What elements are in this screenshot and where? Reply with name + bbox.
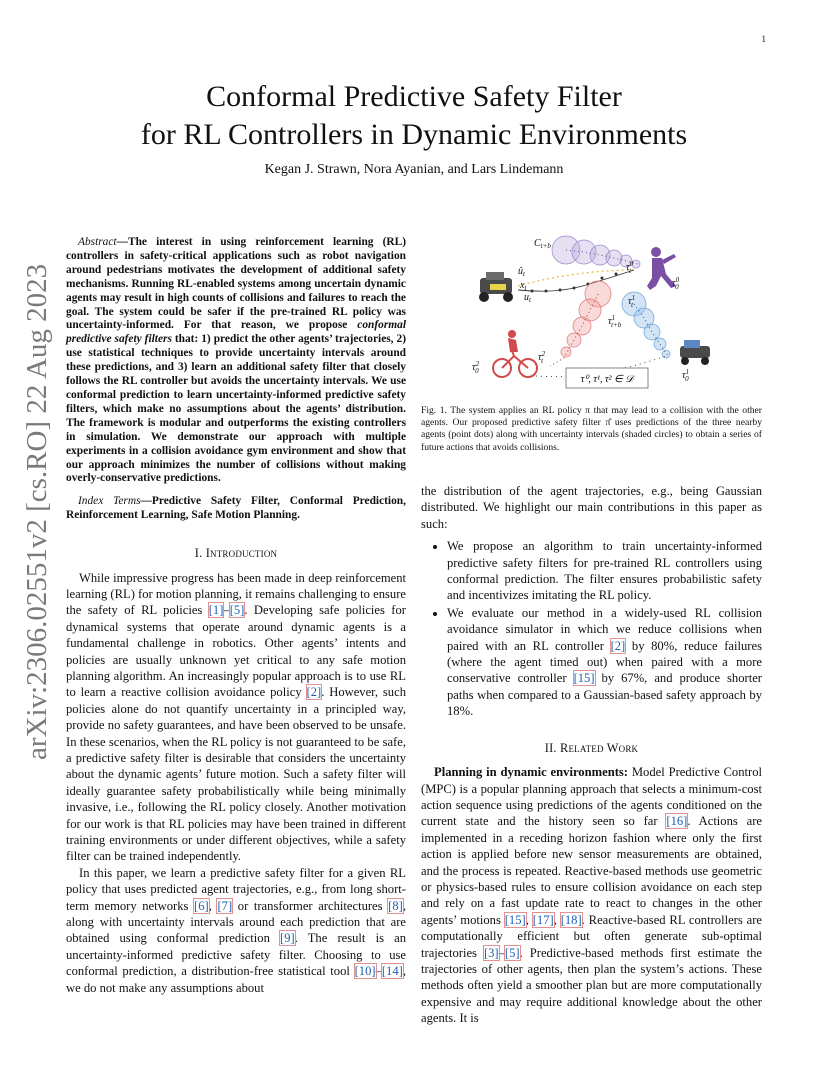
text-run: . Reactive-based RL controllers are computationally efficient but often generate sub-optimal trajectories [421, 912, 762, 960]
blue-vehicle-icon [680, 340, 710, 365]
label-tau1-0: $\tau^1$ 0 [682, 368, 690, 383]
right-column [421, 483, 762, 1027]
left-column [66, 236, 406, 996]
related-work-paragraph [421, 764, 762, 1027]
citation-link[interactable]: [3] [483, 945, 499, 960]
contributions-list [421, 538, 762, 719]
index-terms-dash: — [140, 495, 152, 508]
text-run: – [375, 964, 382, 979]
label-c: $C_{t+b}$ [534, 238, 551, 250]
label-tau1-tb: $\tau^1$ t+b [608, 314, 622, 329]
text-run: We evaluate our method in a widely-used RL collision avoidance simulator in which we reduce collisions when paired with an RL controller [447, 605, 762, 653]
citation-link[interactable]: [15] [573, 671, 595, 686]
page-number: 1 [761, 34, 766, 44]
text-run: . However, such policies alone do not quantify uncertainty in a principled way, provide no safety guarantees, and have been observed to be unsafe. In these scenarios, when the RL policy is not guaranteed to be safe, a predictive safety filter is desirable that considers the uncertainty about the dynamic agents’ future motion. Such a safety filter will ideally guarantee safety probabilistically while being minimally invasive, i.e., following the RL policy closely. Another motivation for our work is that RL policies may have been trained in different training environments or under different objectives, while a safety filter can be trained independently. [66, 685, 406, 864]
title-line-1: Conformal Predictive Safety Filter [206, 80, 622, 113]
label-tau1-t: $\tau^1$ t [628, 294, 636, 309]
red-uncertainty-circles [561, 281, 611, 357]
section-1-heading [66, 545, 406, 561]
figure-1-illustration [466, 230, 736, 400]
text-run: , [208, 898, 218, 913]
text-run: , [553, 912, 561, 927]
citation-link[interactable]: [2] [610, 638, 626, 653]
label-x: $x_t$ [520, 280, 527, 292]
abstract-text-a: The interest in using reinforcement learning (RL) controllers in safety-critical applications such as robot navigation around pedestrians motivates the development of additional safety mechanisms. Running RL-enabled systems among uncertain dynamic agents may result in high counts of collisions and failures to reach the goal. The system could be safer if the pre-trained RL policy was uncertainty-informed. For that reason, we propose [66, 236, 406, 332]
text-run: or transformer architectures [232, 898, 389, 913]
intro-paragraph-1 [66, 570, 406, 865]
section-1-title: Introduction [205, 546, 278, 561]
text-run: Model Predictive Control (MPC) is a popular planning approach that selects a minimum-cost action sequence using predictions of the agents conditioned on the current state and the history seen so far [421, 765, 762, 829]
red-cyclist-figure [493, 330, 537, 377]
abstract-lead: Abstract [78, 236, 117, 248]
contribution-item-1: • We propose an algorithm to train uncertainty-informed predictive safety filters for pre-trained RL controllers using conformal prediction. The filter ensures probabilistic safety and incentivizes imitating the RL policy. [447, 538, 762, 604]
abstract-emphasis: conformal predictive safety filters [66, 319, 406, 346]
robot-vehicle-icon [479, 272, 513, 302]
citation-link[interactable]: [5] [229, 603, 245, 618]
label-u: $u_t$ [524, 292, 531, 304]
text-run: In this paper, we learn a predictive safety filter for a given RL policy that uses predicted agent trajectories, e.g., from long short-term memory networks [66, 865, 406, 913]
text-run: . Actions are implemented in a receding horizon fashion where only the first action is applied before new sensor measurements are obtained, and the process is repeated. Reactive-based methods use geometric or physics-based rules to ensure collision avoidance on each step and rely on a fast update rate to react to changes in the other agents’ motions [421, 814, 762, 927]
citation-link[interactable]: [18] [560, 912, 582, 927]
section-2-numeral: II. [544, 740, 557, 755]
rl-action-path [518, 270, 636, 286]
abstract [66, 236, 406, 486]
index-terms-text: Predictive Safety Filter, Conformal Prediction, Reinforcement Learning, Safe Motion Planning. [66, 495, 406, 522]
label-uhat: $û_t$ [518, 266, 525, 278]
text-run: . Predictive-based methods first estimate the trajectories of other agents, then plan the system’s actions. These methods often yield a smoother plan but are more computationally expensive and may require additional knowledge about the other agents. It is [421, 945, 762, 1026]
citation-link[interactable]: [1] [208, 603, 224, 618]
section-2-title: Related Work [560, 740, 639, 755]
text-run: by 80%, reduce failures (where the agent timed out) when paired with a more conservative controller [447, 638, 762, 686]
label-tau2-0: $\tau^2$ 0 [472, 360, 480, 375]
index-terms [66, 495, 406, 523]
abstract-dash: — [116, 236, 128, 248]
citation-link[interactable]: [8] [388, 898, 403, 913]
intro-paragraph-2 [66, 865, 406, 996]
citation-link[interactable]: [17] [532, 912, 554, 927]
citation-link[interactable]: [7] [217, 898, 233, 913]
paper-title [0, 78, 828, 154]
text-run: While impressive progress has been made in deep reinforcement learning (RL) for motion planning, it remains challenging to ensure the safety of RL policies [66, 570, 406, 618]
text-run: by 67%, and produce shorter paths when compared to a Gaussian-based safety approach by 18%. [447, 671, 762, 719]
citation-link[interactable]: [14] [381, 964, 403, 979]
title-line-2: for RL Controllers in Dynamic Environments [140, 118, 688, 151]
citation-link[interactable]: [6] [194, 898, 209, 913]
text-run: . The result is an uncertainty-informed predictive safety filter. Choosing to use conformal prediction, a distribution-free statistical tool [66, 931, 406, 979]
citation-link[interactable]: [16] [666, 814, 688, 829]
runin-heading: Planning in dynamic environments: [434, 765, 628, 780]
right-intro-paragraph: the distribution of the agent trajectories, e.g., being Gaussian distributed. We highlight our main contributions in this paper as such: [421, 484, 762, 531]
citation-link[interactable]: [9] [280, 931, 295, 946]
abstract-text-b: that: 1) predict the other agents’ trajectories, 2) use statistical techniques to provide uncertainty intervals around these predictions, and 3) learn an additional safety filter that closely follows the RL controller but avoids the uncertainty intervals. We use conformal prediction to learn uncertainty-informed predictive safety filters, which make no assumptions about the agents’ distribution. The framework is modular and outperforms the existing controllers in simulation. We demonstrate our approach with multiple experiments in a collision avoidance gym environment and show that our approach minimizes the number of collisions without making overly-conservative predictions. [66, 333, 406, 485]
text-run: , along with uncertainty intervals around each prediction that are obtained using conformal prediction [66, 898, 406, 946]
contribution-item-2 [447, 605, 762, 720]
label-tau0-0: $\tau^0$ 0 [672, 276, 680, 291]
figure-1-caption: Fig. 1. The system applies an RL policy π that may lead to a collision with the other agents. Our proposed predictive safety filter π̂ uses predictions of the three nearby agents (point dots) along with uncertainty intervals (shaded circles) to obtain a series of future actions that avoids collisions. [421, 405, 762, 453]
citation-link[interactable]: [2] [306, 685, 322, 700]
dataset-label: τ⁰, τ¹, τ² ∈ 𝒟 [580, 374, 634, 385]
arxiv-stamp: arXiv:2306.02551v2 [cs.RO] 22 Aug 2023 [21, 263, 53, 760]
section-2-heading [421, 740, 762, 756]
citation-link[interactable]: [10] [354, 964, 376, 979]
label-tau2-t: $\tau^2$ t [538, 350, 546, 365]
text-run: , [525, 912, 533, 927]
text-run: – [223, 603, 230, 618]
label-tau0-t: $\tau^0$ t [626, 260, 634, 275]
text-run: . Developing safe policies for dynamical systems that operate around dynamic agents is a fundamental challenge in robotics. Other agents’ intents and policies are usually unknown yet critical to any safe motion planning algorithm. An increasingly popular approach is to use RL to learn a reactive collision avoidance policy [66, 603, 406, 700]
text-run: – [498, 945, 505, 960]
section-1-numeral: I. [194, 546, 203, 561]
citation-link[interactable]: [15] [504, 912, 526, 927]
citation-link[interactable]: [5] [504, 945, 520, 960]
text-run: , we do not make any assumptions about [66, 964, 406, 995]
author-list: Kegan J. Strawn, Nora Ayanian, and Lars Lindemann [264, 162, 564, 177]
index-terms-lead: Index Terms [78, 495, 141, 508]
